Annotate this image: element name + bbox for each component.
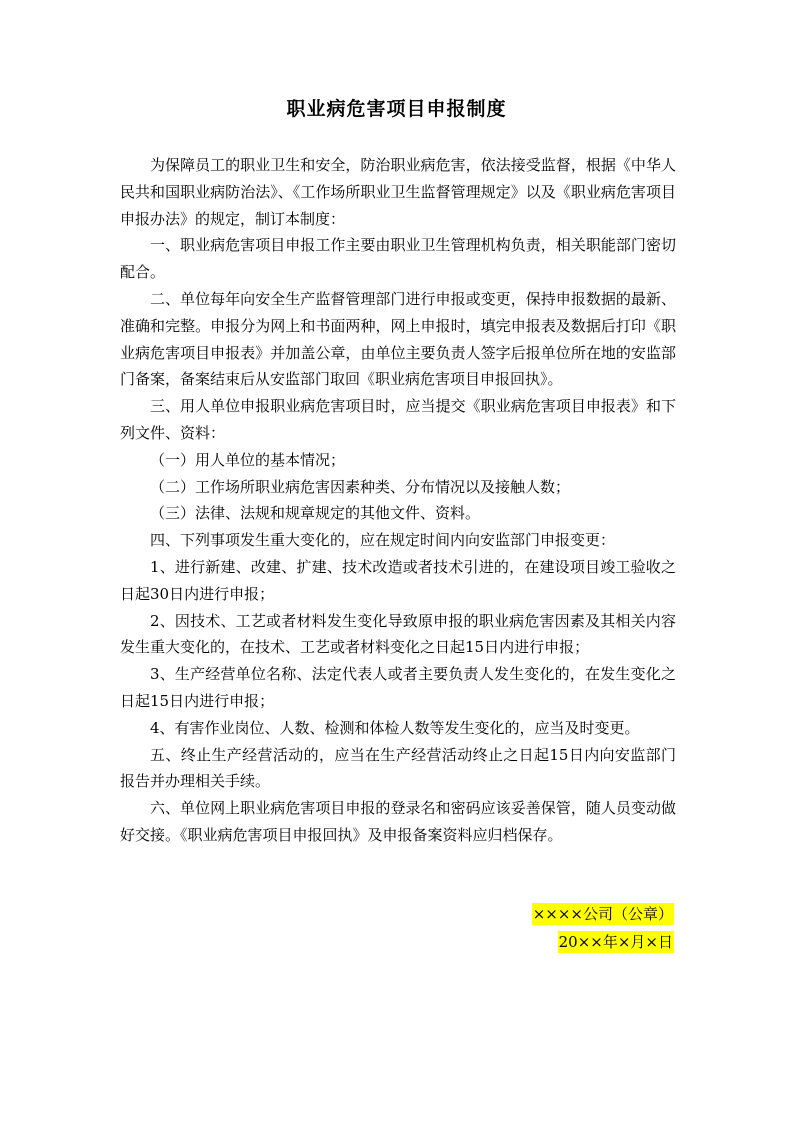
- paragraph-intro: 为保障员工的职业卫生和安全，防治职业病危害，依法接受监督，根据《中华人民共和国职业病防治法》、《工作场所职业卫生监督管理规定》以及《职业病危害项目申报办法》的规定，制订本制度：: [120, 156, 676, 228]
- document-body: [120, 152, 676, 849]
- paragraph-subitem-4-3: 3、生产经营单位名称、法定代表人或者主要负责人发生变化的，在发生变化之日起15日内进行申报；: [120, 665, 676, 710]
- paragraph-item-2: 二、单位每年向安全生产监督管理部门进行申报或变更，保持申报数据的最新、准确和完整。申报分为网上和书面两种，网上申报时，填完申报表及数据后打印《职业病危害项目申报表》并加盖公章，由单位主要负责人签字后报单位所在地的安监部门备案，备案结束后从安监部门取回《职业病危害项目申报回执》。: [120, 289, 676, 389]
- paragraph-item-3: 三、用人单位申报职业病危害项目时，应当提交《职业病危害项目申报表》和下列文件、资料：: [120, 397, 676, 442]
- paragraph-subitem-4-4: 4、有害作业岗位、人数、检测和体检人数等发生变化的，应当及时变更。: [150, 718, 640, 737]
- signature-company-line: [532, 900, 674, 928]
- paragraph-item-5: 五、终止生产经营活动的，应当在生产经营活动终止之日起15日内向安监部门报告并办理相关手续。: [120, 745, 676, 791]
- paragraph-subitem-3-2: （二）工作场所职业病危害因素种类、分布情况以及接触人数；: [150, 477, 571, 496]
- signature-date: 20××年×月×日: [558, 933, 673, 951]
- document-title: 职业病危害项目申报制度: [286, 98, 507, 120]
- signature-block: [532, 900, 674, 956]
- paragraph-item-4: 四、下列事项发生重大变化的，应在规定时间内向安监部门申报变更：: [150, 531, 616, 550]
- paragraph-item-6: 六、单位网上职业病危害项目申报的登录名和密码应该妥善保管，随人员变动做好交接。《职业病危害项目申报回执》及申报备案资料应归档保存。: [120, 799, 676, 844]
- paragraph-subitem-3-3: （三）法律、法规和规章规定的其他文件、资料。: [150, 504, 481, 523]
- paragraph-subitem-4-2: 2、因技术、工艺或者材料发生变化导致原申报的职业病危害因素及其相关内容发生重大变化的，在技术、工艺或者材料变化之日起15日内进行申报；: [120, 611, 676, 657]
- paragraph-subitem-4-1: 1、进行新建、改建、扩建、技术改造或者技术引进的，在建设项目竣工验收之日起30日内进行申报；: [120, 557, 676, 603]
- signature-company: ××××公司（公章）: [532, 905, 673, 923]
- paragraph-item-1: 一、职业病危害项目申报工作主要由职业卫生管理机构负责，相关职能部门密切配合。: [120, 236, 676, 282]
- signature-date-line: [532, 928, 674, 956]
- paragraph-subitem-3-1: （一）用人单位的基本情况；: [150, 450, 346, 469]
